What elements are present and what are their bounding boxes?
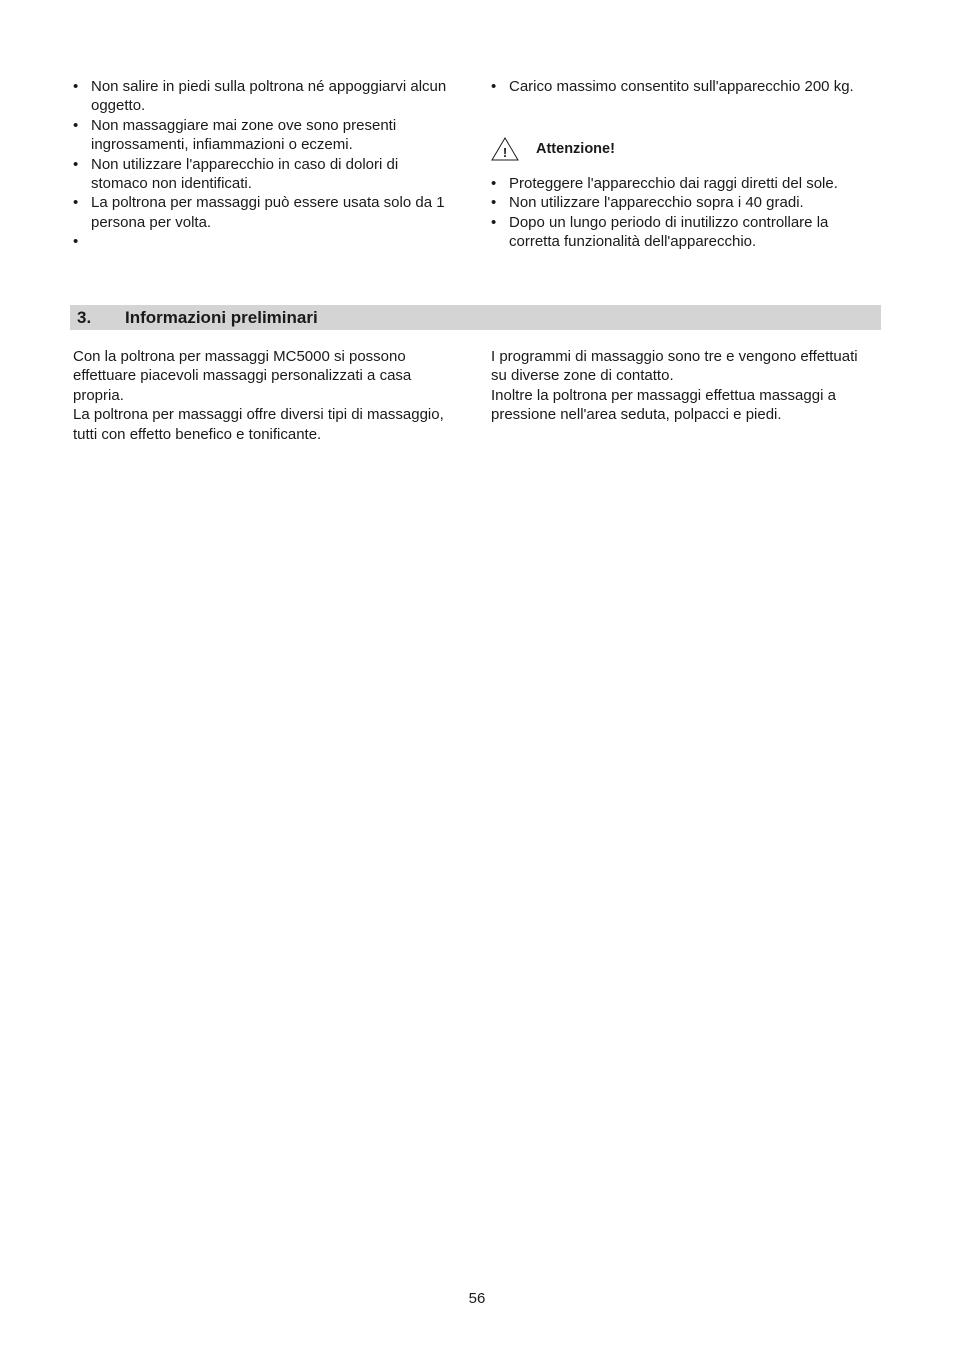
left-intro-column bbox=[73, 347, 448, 444]
list-item: • La poltrona per massaggi può essere usata solo da 1 persona per volta. bbox=[73, 193, 448, 232]
right-intro-column bbox=[491, 347, 876, 425]
list-item: • Carico massimo consentito sull'apparecchio 200 kg. bbox=[491, 77, 876, 96]
list-item: • Non utilizzare l'apparecchio in caso di dolori di stomaco non identificati. bbox=[73, 155, 448, 194]
list-item: • Dopo un lungo periodo di inutilizzo controllare la corretta funzionalità dell'apparecchio. bbox=[491, 213, 876, 252]
right-warning-list-column bbox=[491, 174, 876, 252]
intro-paragraph: Inoltre la poltrona per massaggi effettua massaggi a pressione nell'area seduta, polpacci e piedi. bbox=[491, 386, 836, 424]
list-item: • Non utilizzare l'apparecchio sopra i 40 gradi. bbox=[491, 193, 876, 212]
warning-label: Attenzione! bbox=[536, 141, 615, 157]
list-item: • Non salire in piedi sulla poltrona né appoggiarvi alcun oggetto. bbox=[73, 77, 448, 116]
right-warning-list bbox=[491, 174, 876, 252]
page-number: 56 bbox=[468, 1290, 486, 1307]
section-title: Informazioni preliminari bbox=[125, 308, 318, 327]
list-item: • Proteggere l'apparecchio dai raggi diretti del sole. bbox=[491, 174, 876, 193]
right-load-list-column bbox=[491, 77, 876, 96]
section-number: 3. bbox=[77, 308, 92, 327]
section-heading-bar bbox=[70, 305, 881, 330]
list-item bbox=[73, 232, 448, 251]
left-safety-list-column bbox=[73, 77, 448, 252]
list-item: • Non massaggiare mai zone ove sono presenti ingrossamenti, infiammazioni o eczemi. bbox=[73, 116, 448, 155]
right-load-list bbox=[491, 77, 876, 96]
intro-paragraph: I programmi di massaggio sono tre e vengono effettuati su diverse zone di contatto. bbox=[491, 348, 858, 385]
svg-text:!: ! bbox=[502, 145, 508, 160]
warning-heading bbox=[490, 136, 870, 162]
warning-triangle-icon bbox=[490, 136, 520, 162]
intro-paragraph: La poltrona per massaggi offre diversi tipi di massaggio, tutti con effetto benefico e tonificante. bbox=[73, 406, 444, 443]
left-safety-list bbox=[73, 77, 448, 252]
intro-paragraph: Con la poltrona per massaggi MC5000 si possono effettuare piacevoli massaggi personalizzati a casa propria. bbox=[73, 348, 412, 404]
